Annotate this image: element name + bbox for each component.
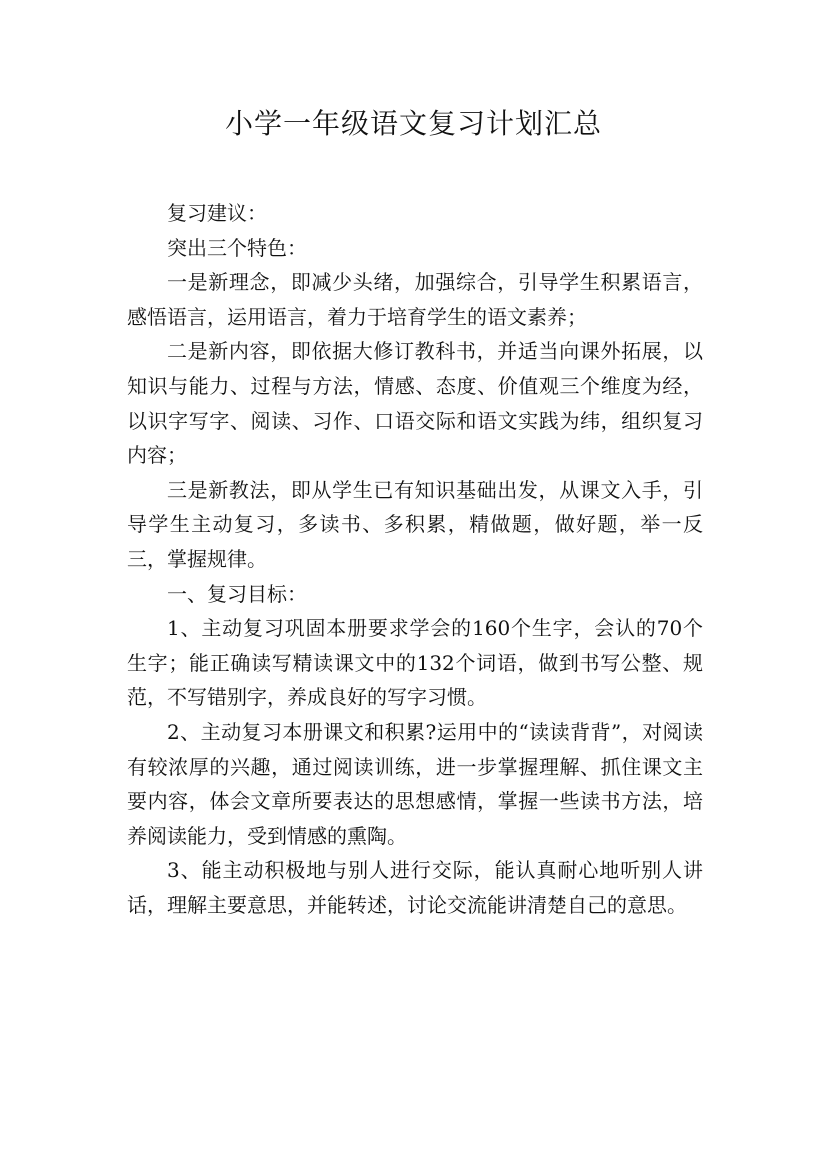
paragraph-three-features: 突出三个特色：	[167, 235, 307, 260]
document-body	[127, 196, 703, 922]
paragraph-review-advice: 复习建议：	[167, 201, 267, 225]
paragraph-new-concept: 一是新理念，即减少头绪，加强综合，引导学生积累语言，感悟语言，运用语言，着力于培育学生的语文素养；	[127, 270, 703, 329]
paragraph-goal-2: 2、主动复习本册课文和积累?运用中的“读读背背”，对阅读有较浓厚的兴趣，通过阅读训练，进一步掌握理解、抓住课文主要内容，体会文章所要表达的思想感情，掌握一些读书方法，培养阅读能力，受到情感的熏陶。	[127, 719, 703, 848]
paragraph-goal-3: 3、能主动积极地与别人进行交际，能认真耐心地听别人讲话，理解主要意思，并能转述，讨论交流能讲清楚自己的意思。	[127, 858, 703, 917]
document-title: 小学一年级语文复习计划汇总	[224, 107, 602, 140]
paragraph-new-method: 三是新教法，即从学生已有知识基础出发，从课文入手，引导学生主动复习，多读书、多积累，精做题，做好题，举一反三，掌握规律。	[127, 477, 703, 571]
section-heading-review-goals: 一、复习目标：	[167, 581, 307, 606]
paragraph-goal-1: 1、主动复习巩固本册要求学会的160个生字，会认的70个生字；能正确读写精读课文中的132个词语，做到书写公整、规范，不写错别字，养成良好的写字习惯。	[127, 616, 703, 710]
paragraph-new-content: 二是新内容，即依据大修订教科书，并适当向课外拓展，以知识与能力、过程与方法，情感、态度、价值观三个维度为经，以识字写字、阅读、习作、口语交际和语文实践为纬，组织复习内容；	[127, 339, 703, 468]
